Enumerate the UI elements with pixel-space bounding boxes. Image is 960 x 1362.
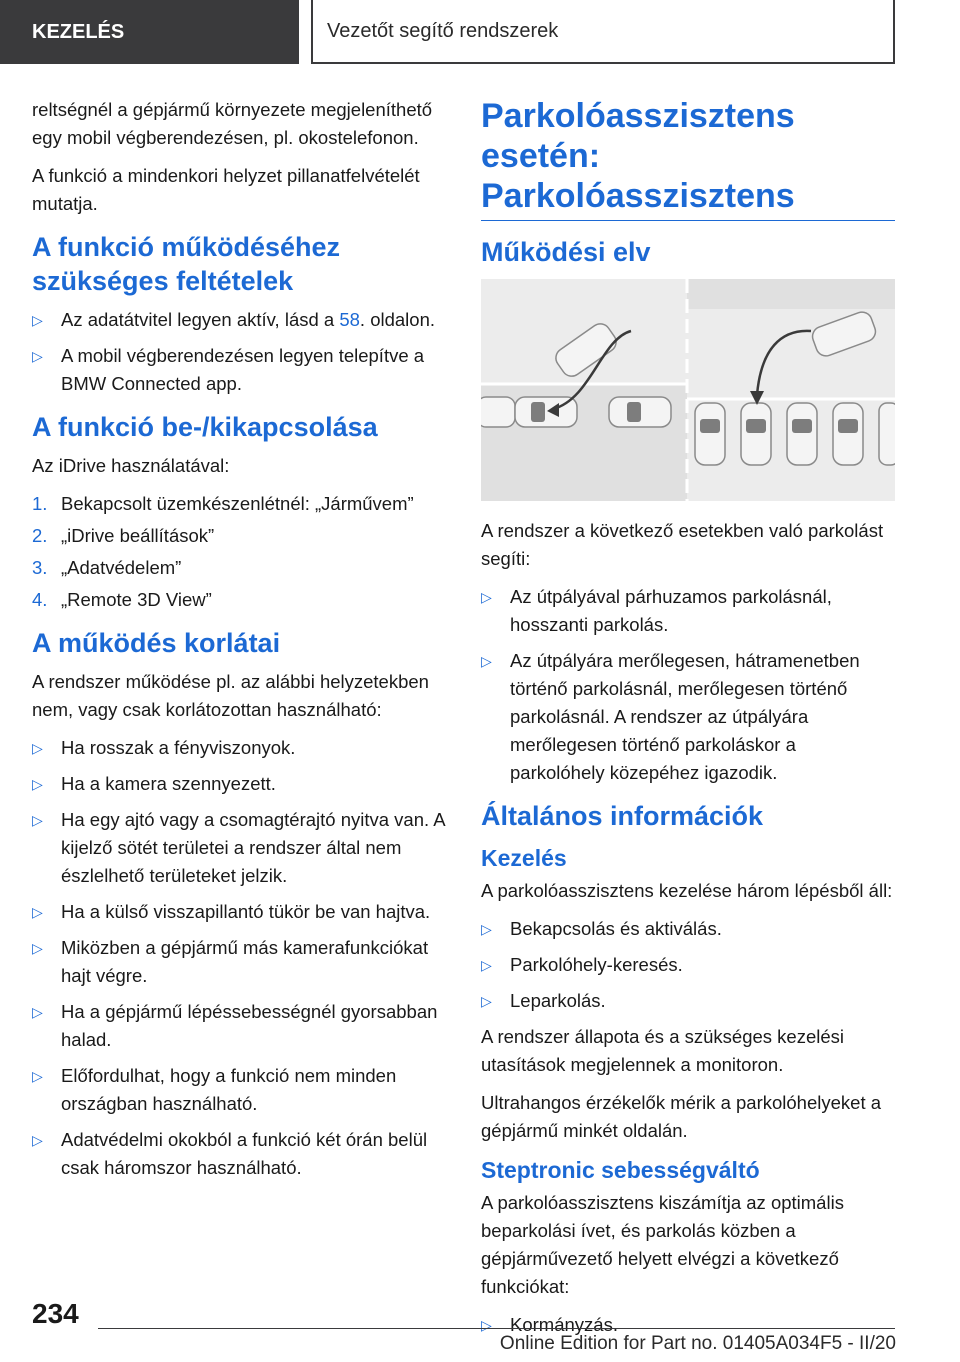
limits-list xyxy=(32,734,450,1182)
list-item: ▷ Ha a kamera szennyezett. xyxy=(32,770,450,798)
operation-paragraph-2: Ultrahangos érzékelők mérik a parkolóhelyeket a gépjármű minkét oldalán. xyxy=(481,1092,882,1141)
principle-heading: Működési elv xyxy=(481,237,651,267)
triangle-bullet-icon: ▷ xyxy=(481,957,492,973)
triangle-bullet-icon: ▷ xyxy=(481,921,492,937)
edition-note: Online Edition for Part no. 01405A034F5 - II/20 xyxy=(499,1333,896,1354)
limits-heading: A működés korlátai xyxy=(32,628,281,658)
right-column xyxy=(481,96,895,1347)
chapter-title: Vezetőt segítő rendszerek xyxy=(311,0,895,64)
triangle-bullet-icon: ▷ xyxy=(481,653,492,669)
left-column xyxy=(32,96,450,1190)
intro-paragraph-2: A funkció a mindenkori helyzet pillanatfelvételét mutatja. xyxy=(32,165,420,214)
operation-paragraph: A rendszer állapota és a szükséges kezelési utasítások megjelennek a monitoron. xyxy=(481,1026,845,1075)
onoff-heading: A funkció be-/kikapcsolása xyxy=(32,412,378,442)
list-item: ▷ A mobil végberendezésen legyen telepítve a BMW Connected app. xyxy=(32,342,450,398)
principle-intro: A rendszer a következő esetekben való parkolást segíti: xyxy=(481,520,884,569)
list-item: ▷ Kormányzás. xyxy=(481,1311,895,1339)
list-item: 4. „Remote 3D View” xyxy=(32,589,212,610)
list-item: ▷ Bekapcsolás és aktiválás. xyxy=(481,915,895,943)
list-item: ▷ Parkolóhely-keresés. xyxy=(481,951,895,979)
principle-list xyxy=(481,583,895,787)
onoff-intro: Az iDrive használatával: xyxy=(32,455,230,476)
triangle-bullet-icon: ▷ xyxy=(32,1132,43,1148)
steptronic-intro: A parkolóasszisztens kiszámítja az optimális beparkolási ívet, és parkolás közben a gépjárművezető helyett elvégzi a következő funkciókat: xyxy=(481,1192,844,1297)
triangle-bullet-icon: ▷ xyxy=(32,348,43,364)
list-item: ▷ Ha egy ajtó vagy a csomagtérajtó nyitva van. A kijelző sötét területei a rendszer által nem észlelhető területeket jelzik. xyxy=(32,806,450,890)
requirements-list xyxy=(32,306,450,398)
section-tab: KEZELÉS xyxy=(0,0,299,64)
general-heading: Általános információk xyxy=(481,801,764,831)
triangle-bullet-icon: ▷ xyxy=(32,904,43,920)
triangle-bullet-icon: ▷ xyxy=(481,589,492,605)
list-item: 3. „Adatvédelem” xyxy=(32,557,182,578)
triangle-bullet-icon: ▷ xyxy=(32,1068,43,1084)
parking-illustration xyxy=(481,279,895,501)
intro-paragraph: reltségnél a gépjármű környezete megjeleníthető egy mobil végberendezésen, pl. okostelefonon. xyxy=(32,99,433,148)
list-item: ▷ Ha a külső visszapillantó tükör be van hajtva. xyxy=(32,898,450,926)
list-item: ▷ Adatvédelmi okokból a funkció két órán belül csak háromszor használható. xyxy=(32,1126,450,1182)
triangle-bullet-icon: ▷ xyxy=(32,940,43,956)
list-item: ▷ Leparkolás. xyxy=(481,987,895,1015)
list-item: ▷ Az útpályára merőlegesen, hátramenetben történő parkolásnál, merőlegesen történő parkolásnál. A rendszer az útpályára merőlegesen történő parkoláskor a parkolóhely közepéhez igazodik. xyxy=(481,647,895,787)
list-item: ▷ Az útpályával párhuzamos parkolásnál, hosszanti parkolás. xyxy=(481,583,895,639)
limits-intro: A rendszer működése pl. az alábbi helyzetekben nem, vagy csak korlátozottan használható: xyxy=(32,671,429,720)
page-number: 234 xyxy=(32,1298,79,1329)
list-item: ▷ Előfordulhat, hogy a funkció nem minden országban használható. xyxy=(32,1062,450,1118)
list-item: ▷ Az adatátvitel legyen aktív, lásd a 58. oldalon. xyxy=(32,306,450,334)
footer-divider xyxy=(98,1328,895,1329)
page-link[interactable]: 58 xyxy=(339,309,360,330)
operation-intro: A parkolóasszisztens kezelése három lépésből áll: xyxy=(481,880,893,901)
triangle-bullet-icon: ▷ xyxy=(32,776,43,792)
triangle-bullet-icon: ▷ xyxy=(32,312,43,328)
requirements-heading: A funkció működéséhez szükséges feltételek xyxy=(32,232,341,296)
steps-list xyxy=(32,490,450,614)
operation-list xyxy=(481,915,895,1015)
title-block xyxy=(481,96,895,221)
list-item: ▷ Ha a gépjármű lépéssebességnél gyorsabban halad. xyxy=(32,998,450,1054)
triangle-bullet-icon: ▷ xyxy=(481,1317,492,1333)
triangle-bullet-icon: ▷ xyxy=(32,740,43,756)
list-item: ▷ Ha rosszak a fényviszonyok. xyxy=(32,734,450,762)
operation-heading: Kezelés xyxy=(481,845,567,871)
list-item: 2. „iDrive beállítások” xyxy=(32,525,215,546)
triangle-bullet-icon: ▷ xyxy=(481,993,492,1009)
page-title: Parkolóasszisztens esetén: Parkolóasszisztens xyxy=(481,97,795,215)
triangle-bullet-icon: ▷ xyxy=(32,812,43,828)
list-item: 1. Bekapcsolt üzemkészenlétnél: „Járművem” xyxy=(32,493,414,514)
list-item: ▷ Miközben a gépjármű más kamerafunkciókat hajt végre. xyxy=(32,934,450,990)
triangle-bullet-icon: ▷ xyxy=(32,1004,43,1020)
steptronic-heading: Steptronic sebességváltó xyxy=(481,1157,760,1183)
